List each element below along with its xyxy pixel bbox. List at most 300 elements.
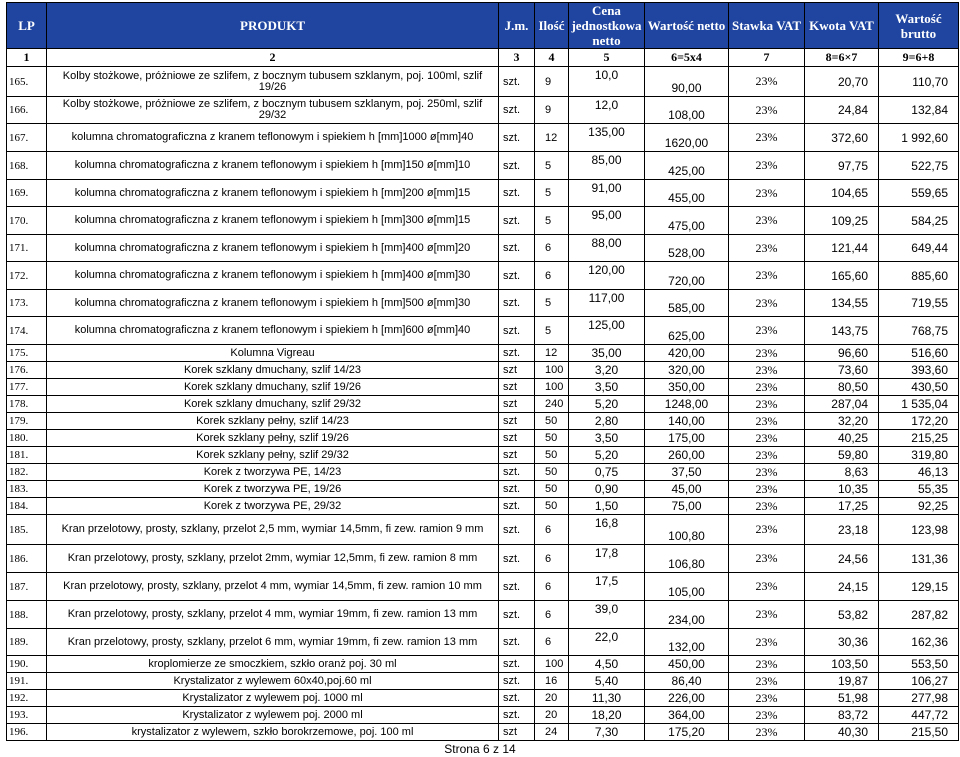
product-name: Korek szklany dmuchany, szlif 19/26 — [47, 379, 499, 396]
page-footer: Strona 6 z 14 — [444, 742, 516, 756]
unit-price: 85,00 — [569, 152, 645, 180]
row-lp: 182. — [7, 464, 47, 481]
gross-value: 393,60 — [879, 362, 959, 379]
vat-amount: 23,18 — [805, 515, 879, 545]
unit: szt. — [499, 152, 535, 180]
vat-amount: 103,50 — [805, 656, 879, 673]
table-row — [7, 724, 959, 741]
unit-price: 125,00 — [569, 317, 645, 345]
product-name: kolumna chromatograficzna z kranem teflonowym i spiekiem h [mm]400 ø[mm]20 — [47, 235, 499, 262]
table-row — [7, 152, 959, 180]
header-ilosc: Ilość — [535, 3, 569, 49]
gross-value: 553,50 — [879, 656, 959, 673]
unit-price: 5,20 — [569, 396, 645, 413]
unit: szt — [499, 396, 535, 413]
product-name: Korek z tworzywa PE, 14/23 — [47, 464, 499, 481]
quantity: 12 — [535, 124, 569, 152]
col-number: 3 — [499, 49, 535, 67]
gross-value: 649,44 — [879, 235, 959, 262]
vat-amount: 121,44 — [805, 235, 879, 262]
header-wartosc-netto: Wartość netto — [645, 3, 729, 49]
col-number: 1 — [7, 49, 47, 67]
net-value: 1620,00 — [645, 124, 729, 152]
product-name: Korek szklany pełny, szlif 29/32 — [47, 447, 499, 464]
unit-price: 117,00 — [569, 290, 645, 317]
vat-rate: 23% — [729, 573, 805, 601]
gross-value: 719,55 — [879, 290, 959, 317]
vat-amount: 24,15 — [805, 573, 879, 601]
vat-rate: 23% — [729, 317, 805, 345]
table-row — [7, 498, 959, 515]
net-value: 625,00 — [645, 317, 729, 345]
product-name: Krystalizator z wylewem 60x40,poj.60 ml — [47, 673, 499, 690]
header-produkt: PRODUKT — [47, 3, 499, 49]
gross-value: 319,80 — [879, 447, 959, 464]
vat-rate: 23% — [729, 601, 805, 629]
unit: szt. — [499, 97, 535, 124]
quantity: 100 — [535, 656, 569, 673]
header-kwota-vat: Kwota VAT — [805, 3, 879, 49]
vat-rate: 23% — [729, 152, 805, 180]
header-wartosc-brutto: Wartość brutto — [879, 3, 959, 49]
row-lp: 180. — [7, 430, 47, 447]
net-value: 234,00 — [645, 601, 729, 629]
row-lp: 187. — [7, 573, 47, 601]
unit: szt. — [499, 464, 535, 481]
vat-rate: 23% — [729, 207, 805, 235]
table-row — [7, 447, 959, 464]
product-name: Korek szklany dmuchany, szlif 14/23 — [47, 362, 499, 379]
vat-amount: 372,60 — [805, 124, 879, 152]
row-lp: 169. — [7, 180, 47, 207]
unit: szt. — [499, 124, 535, 152]
row-lp: 166. — [7, 97, 47, 124]
unit: szt. — [499, 207, 535, 235]
header-jm: J.m. — [499, 3, 535, 49]
gross-value: 106,27 — [879, 673, 959, 690]
quantity: 5 — [535, 207, 569, 235]
unit-price: 3,50 — [569, 430, 645, 447]
quantity: 50 — [535, 481, 569, 498]
row-lp: 192. — [7, 690, 47, 707]
vat-amount: 32,20 — [805, 413, 879, 430]
net-value: 106,80 — [645, 545, 729, 573]
table-row — [7, 629, 959, 656]
quantity: 9 — [535, 67, 569, 97]
vat-amount: 97,75 — [805, 152, 879, 180]
unit: szt. — [499, 235, 535, 262]
vat-rate: 23% — [729, 396, 805, 413]
net-value: 475,00 — [645, 207, 729, 235]
vat-rate: 23% — [729, 656, 805, 673]
row-lp: 178. — [7, 396, 47, 413]
unit-price: 95,00 — [569, 207, 645, 235]
quantity: 16 — [535, 673, 569, 690]
net-value: 364,00 — [645, 707, 729, 724]
row-lp: 190. — [7, 656, 47, 673]
vat-amount: 59,80 — [805, 447, 879, 464]
unit-price: 18,20 — [569, 707, 645, 724]
vat-rate: 23% — [729, 97, 805, 124]
col-number: 6=5x4 — [645, 49, 729, 67]
product-name: kolumna chromatograficzna z kranem teflonowym i spiekiem h [mm]300 ø[mm]15 — [47, 207, 499, 235]
row-lp: 193. — [7, 707, 47, 724]
row-lp: 179. — [7, 413, 47, 430]
vat-amount: 19,87 — [805, 673, 879, 690]
table-row — [7, 430, 959, 447]
unit: szt — [499, 362, 535, 379]
table-row — [7, 673, 959, 690]
net-value: 425,00 — [645, 152, 729, 180]
vat-rate: 23% — [729, 180, 805, 207]
vat-rate: 23% — [729, 262, 805, 290]
vat-rate: 23% — [729, 379, 805, 396]
quantity: 20 — [535, 690, 569, 707]
table-row — [7, 124, 959, 152]
product-name: krystalizator z wylewem, szkło borokrzemowe, poj. 100 ml — [47, 724, 499, 741]
vat-amount: 8,63 — [805, 464, 879, 481]
vat-rate: 23% — [729, 447, 805, 464]
gross-value: 584,25 — [879, 207, 959, 235]
quantity: 20 — [535, 707, 569, 724]
net-value: 320,00 — [645, 362, 729, 379]
net-value: 175,20 — [645, 724, 729, 741]
quantity: 6 — [535, 601, 569, 629]
row-lp: 177. — [7, 379, 47, 396]
vat-rate: 23% — [729, 629, 805, 656]
gross-value: 1 992,60 — [879, 124, 959, 152]
vat-amount: 73,60 — [805, 362, 879, 379]
vat-amount: 30,36 — [805, 629, 879, 656]
row-lp: 168. — [7, 152, 47, 180]
col-number: 4 — [535, 49, 569, 67]
gross-value: 46,13 — [879, 464, 959, 481]
gross-value: 55,35 — [879, 481, 959, 498]
table-row — [7, 180, 959, 207]
unit-price: 91,00 — [569, 180, 645, 207]
unit-price: 35,00 — [569, 345, 645, 362]
table-row — [7, 290, 959, 317]
vat-amount: 287,04 — [805, 396, 879, 413]
unit: szt. — [499, 673, 535, 690]
row-lp: 181. — [7, 447, 47, 464]
net-value: 175,00 — [645, 430, 729, 447]
row-lp: 188. — [7, 601, 47, 629]
quantity: 6 — [535, 545, 569, 573]
unit: szt — [499, 447, 535, 464]
vat-amount: 104,65 — [805, 180, 879, 207]
row-lp: 170. — [7, 207, 47, 235]
net-value: 226,00 — [645, 690, 729, 707]
unit: szt — [499, 379, 535, 396]
unit: szt. — [499, 601, 535, 629]
table-row — [7, 707, 959, 724]
product-name: Kran przelotowy, prosty, szklany, przelot 2mm, wymiar 12,5mm, fi zew. ramion 8 mm — [47, 545, 499, 573]
product-name: Korek szklany pełny, szlif 14/23 — [47, 413, 499, 430]
row-lp: 175. — [7, 345, 47, 362]
net-value: 75,00 — [645, 498, 729, 515]
table-row — [7, 396, 959, 413]
vat-amount: 20,70 — [805, 67, 879, 97]
quantity: 6 — [535, 629, 569, 656]
product-name: Kran przelotowy, prosty, szklany, przelot 4 mm, wymiar 14,5mm, fi zew. ramion 10 mm — [47, 573, 499, 601]
vat-amount: 40,30 — [805, 724, 879, 741]
gross-value: 768,75 — [879, 317, 959, 345]
vat-amount: 165,60 — [805, 262, 879, 290]
quantity: 5 — [535, 152, 569, 180]
table-row — [7, 481, 959, 498]
unit-price: 3,20 — [569, 362, 645, 379]
column-number-row — [7, 49, 959, 67]
table-row — [7, 97, 959, 124]
row-lp: 191. — [7, 673, 47, 690]
product-name: kroplomierze ze smoczkiem, szkło oranż poj. 30 ml — [47, 656, 499, 673]
vat-amount: 53,82 — [805, 601, 879, 629]
quantity: 50 — [535, 447, 569, 464]
unit-price: 4,50 — [569, 656, 645, 673]
vat-rate: 23% — [729, 430, 805, 447]
net-value: 108,00 — [645, 97, 729, 124]
product-name: Kolumna Vigreau — [47, 345, 499, 362]
unit-price: 22,0 — [569, 629, 645, 656]
net-value: 132,00 — [645, 629, 729, 656]
product-name: kolumna chromatograficzna z kranem teflonowym i spiekiem h [mm]400 ø[mm]30 — [47, 262, 499, 290]
net-value: 455,00 — [645, 180, 729, 207]
unit-price: 5,40 — [569, 673, 645, 690]
net-value: 37,50 — [645, 464, 729, 481]
row-lp: 183. — [7, 481, 47, 498]
quantity: 9 — [535, 97, 569, 124]
table-row — [7, 379, 959, 396]
vat-rate: 23% — [729, 124, 805, 152]
row-lp: 167. — [7, 124, 47, 152]
table-row — [7, 464, 959, 481]
row-lp: 172. — [7, 262, 47, 290]
net-value: 450,00 — [645, 656, 729, 673]
header-row — [7, 3, 959, 49]
header-cena: Cena jednostkowa netto — [569, 3, 645, 49]
vat-amount: 51,98 — [805, 690, 879, 707]
unit: szt. — [499, 345, 535, 362]
net-value: 45,00 — [645, 481, 729, 498]
unit-price: 17,5 — [569, 573, 645, 601]
product-name: kolumna chromatograficzna z kranem teflonowym i spiekiem h [mm]1000 ø[mm]40 — [47, 124, 499, 152]
unit-price: 0,75 — [569, 464, 645, 481]
vat-rate: 23% — [729, 345, 805, 362]
gross-value: 215,25 — [879, 430, 959, 447]
unit: szt. — [499, 67, 535, 97]
row-lp: 173. — [7, 290, 47, 317]
gross-value: 885,60 — [879, 262, 959, 290]
gross-value: 559,65 — [879, 180, 959, 207]
vat-rate: 23% — [729, 690, 805, 707]
product-name: Krystalizator z wylewem poj. 1000 ml — [47, 690, 499, 707]
vat-amount: 134,55 — [805, 290, 879, 317]
unit: szt. — [499, 498, 535, 515]
product-name: Kran przelotowy, prosty, szklany, przelot 2,5 mm, wymiar 14,5mm, fi zew. ramion 9 mm — [47, 515, 499, 545]
unit-price: 3,50 — [569, 379, 645, 396]
table-row — [7, 601, 959, 629]
gross-value: 92,25 — [879, 498, 959, 515]
unit-price: 135,00 — [569, 124, 645, 152]
vat-rate: 23% — [729, 724, 805, 741]
quantity: 5 — [535, 317, 569, 345]
vat-rate: 23% — [729, 515, 805, 545]
vat-rate: 23% — [729, 67, 805, 97]
quantity: 6 — [535, 573, 569, 601]
net-value: 90,00 — [645, 67, 729, 97]
table-row — [7, 362, 959, 379]
unit: szt — [499, 413, 535, 430]
vat-rate: 23% — [729, 362, 805, 379]
unit-price: 0,90 — [569, 481, 645, 498]
gross-value: 287,82 — [879, 601, 959, 629]
product-name: Korek z tworzywa PE, 19/26 — [47, 481, 499, 498]
net-value: 105,00 — [645, 573, 729, 601]
unit: szt. — [499, 481, 535, 498]
unit: szt. — [499, 317, 535, 345]
unit-price: 12,0 — [569, 97, 645, 124]
vat-amount: 83,72 — [805, 707, 879, 724]
quantity: 5 — [535, 180, 569, 207]
gross-value: 447,72 — [879, 707, 959, 724]
gross-value: 522,75 — [879, 152, 959, 180]
unit-price: 39,0 — [569, 601, 645, 629]
quantity: 50 — [535, 413, 569, 430]
gross-value: 277,98 — [879, 690, 959, 707]
unit: szt. — [499, 545, 535, 573]
row-lp: 186. — [7, 545, 47, 573]
col-number: 8=6×7 — [805, 49, 879, 67]
col-number: 9=6+8 — [879, 49, 959, 67]
net-value: 585,00 — [645, 290, 729, 317]
gross-value: 131,36 — [879, 545, 959, 573]
table-row — [7, 656, 959, 673]
vat-amount: 109,25 — [805, 207, 879, 235]
col-number: 2 — [47, 49, 499, 67]
net-value: 86,40 — [645, 673, 729, 690]
col-number: 5 — [569, 49, 645, 67]
quantity: 6 — [535, 235, 569, 262]
unit: szt. — [499, 629, 535, 656]
vat-rate: 23% — [729, 545, 805, 573]
table-row — [7, 262, 959, 290]
table-row — [7, 690, 959, 707]
header-lp: LP — [7, 3, 47, 49]
unit-price: 2,80 — [569, 413, 645, 430]
unit-price: 5,20 — [569, 447, 645, 464]
vat-amount: 80,50 — [805, 379, 879, 396]
quantity: 6 — [535, 515, 569, 545]
table-row — [7, 67, 959, 97]
quantity: 5 — [535, 290, 569, 317]
vat-amount: 96,60 — [805, 345, 879, 362]
quantity: 50 — [535, 498, 569, 515]
gross-value: 430,50 — [879, 379, 959, 396]
table-row — [7, 317, 959, 345]
unit-price: 17,8 — [569, 545, 645, 573]
quantity: 100 — [535, 362, 569, 379]
gross-value: 129,15 — [879, 573, 959, 601]
product-name: Korek szklany pełny, szlif 19/26 — [47, 430, 499, 447]
vat-amount: 24,84 — [805, 97, 879, 124]
product-name: kolumna chromatograficzna z kranem teflonowym i spiekiem h [mm]500 ø[mm]30 — [47, 290, 499, 317]
unit: szt — [499, 430, 535, 447]
row-lp: 165. — [7, 67, 47, 97]
unit: szt. — [499, 656, 535, 673]
quantity: 100 — [535, 379, 569, 396]
col-number: 7 — [729, 49, 805, 67]
vat-rate: 23% — [729, 498, 805, 515]
net-value: 420,00 — [645, 345, 729, 362]
vat-rate: 23% — [729, 235, 805, 262]
product-name: Kolby stożkowe, próżniowe ze szlifem, z bocznym tubusem szklanym, poj. 250ml, szlif 29/32 — [47, 97, 499, 124]
unit-price: 88,00 — [569, 235, 645, 262]
quantity: 240 — [535, 396, 569, 413]
product-name: Korek szklany dmuchany, szlif 29/32 — [47, 396, 499, 413]
product-name: Krystalizator z wylewem poj. 2000 ml — [47, 707, 499, 724]
product-name: kolumna chromatograficzna z kranem teflonowym i spiekiem h [mm]150 ø[mm]10 — [47, 152, 499, 180]
vat-rate: 23% — [729, 290, 805, 317]
quantity: 50 — [535, 464, 569, 481]
vat-amount: 10,35 — [805, 481, 879, 498]
quantity: 50 — [535, 430, 569, 447]
vat-rate: 23% — [729, 707, 805, 724]
unit: szt. — [499, 690, 535, 707]
unit-price: 11,30 — [569, 690, 645, 707]
gross-value: 123,98 — [879, 515, 959, 545]
table-row — [7, 235, 959, 262]
vat-rate: 23% — [729, 673, 805, 690]
vat-amount: 40,25 — [805, 430, 879, 447]
row-lp: 171. — [7, 235, 47, 262]
unit-price: 10,0 — [569, 67, 645, 97]
quantity: 6 — [535, 262, 569, 290]
vat-rate: 23% — [729, 481, 805, 498]
gross-value: 516,60 — [879, 345, 959, 362]
row-lp: 196. — [7, 724, 47, 741]
quantity: 12 — [535, 345, 569, 362]
price-table — [6, 2, 959, 741]
product-name: Kran przelotowy, prosty, szklany, przelot 4 mm, wymiar 19mm, fi zew. ramion 13 mm — [47, 601, 499, 629]
unit: szt. — [499, 262, 535, 290]
net-value: 350,00 — [645, 379, 729, 396]
net-value: 528,00 — [645, 235, 729, 262]
gross-value: 132,84 — [879, 97, 959, 124]
table-row — [7, 515, 959, 545]
product-name: Kolby stożkowe, próżniowe ze szlifem, z bocznym tubusem szklanym, poj. 100ml, szlif 19/26 — [47, 67, 499, 97]
header-stawka-vat: Stawka VAT — [729, 3, 805, 49]
table-row — [7, 545, 959, 573]
net-value: 100,80 — [645, 515, 729, 545]
row-lp: 184. — [7, 498, 47, 515]
unit: szt. — [499, 290, 535, 317]
unit-price: 120,00 — [569, 262, 645, 290]
product-name: kolumna chromatograficzna z kranem teflonowym i spiekiem h [mm]600 ø[mm]40 — [47, 317, 499, 345]
vat-amount: 24,56 — [805, 545, 879, 573]
unit: szt. — [499, 180, 535, 207]
row-lp: 185. — [7, 515, 47, 545]
vat-amount: 17,25 — [805, 498, 879, 515]
gross-value: 110,70 — [879, 67, 959, 97]
gross-value: 215,50 — [879, 724, 959, 741]
unit-price: 16,8 — [569, 515, 645, 545]
unit: szt — [499, 724, 535, 741]
row-lp: 176. — [7, 362, 47, 379]
unit-price: 1,50 — [569, 498, 645, 515]
gross-value: 1 535,04 — [879, 396, 959, 413]
net-value: 260,00 — [645, 447, 729, 464]
